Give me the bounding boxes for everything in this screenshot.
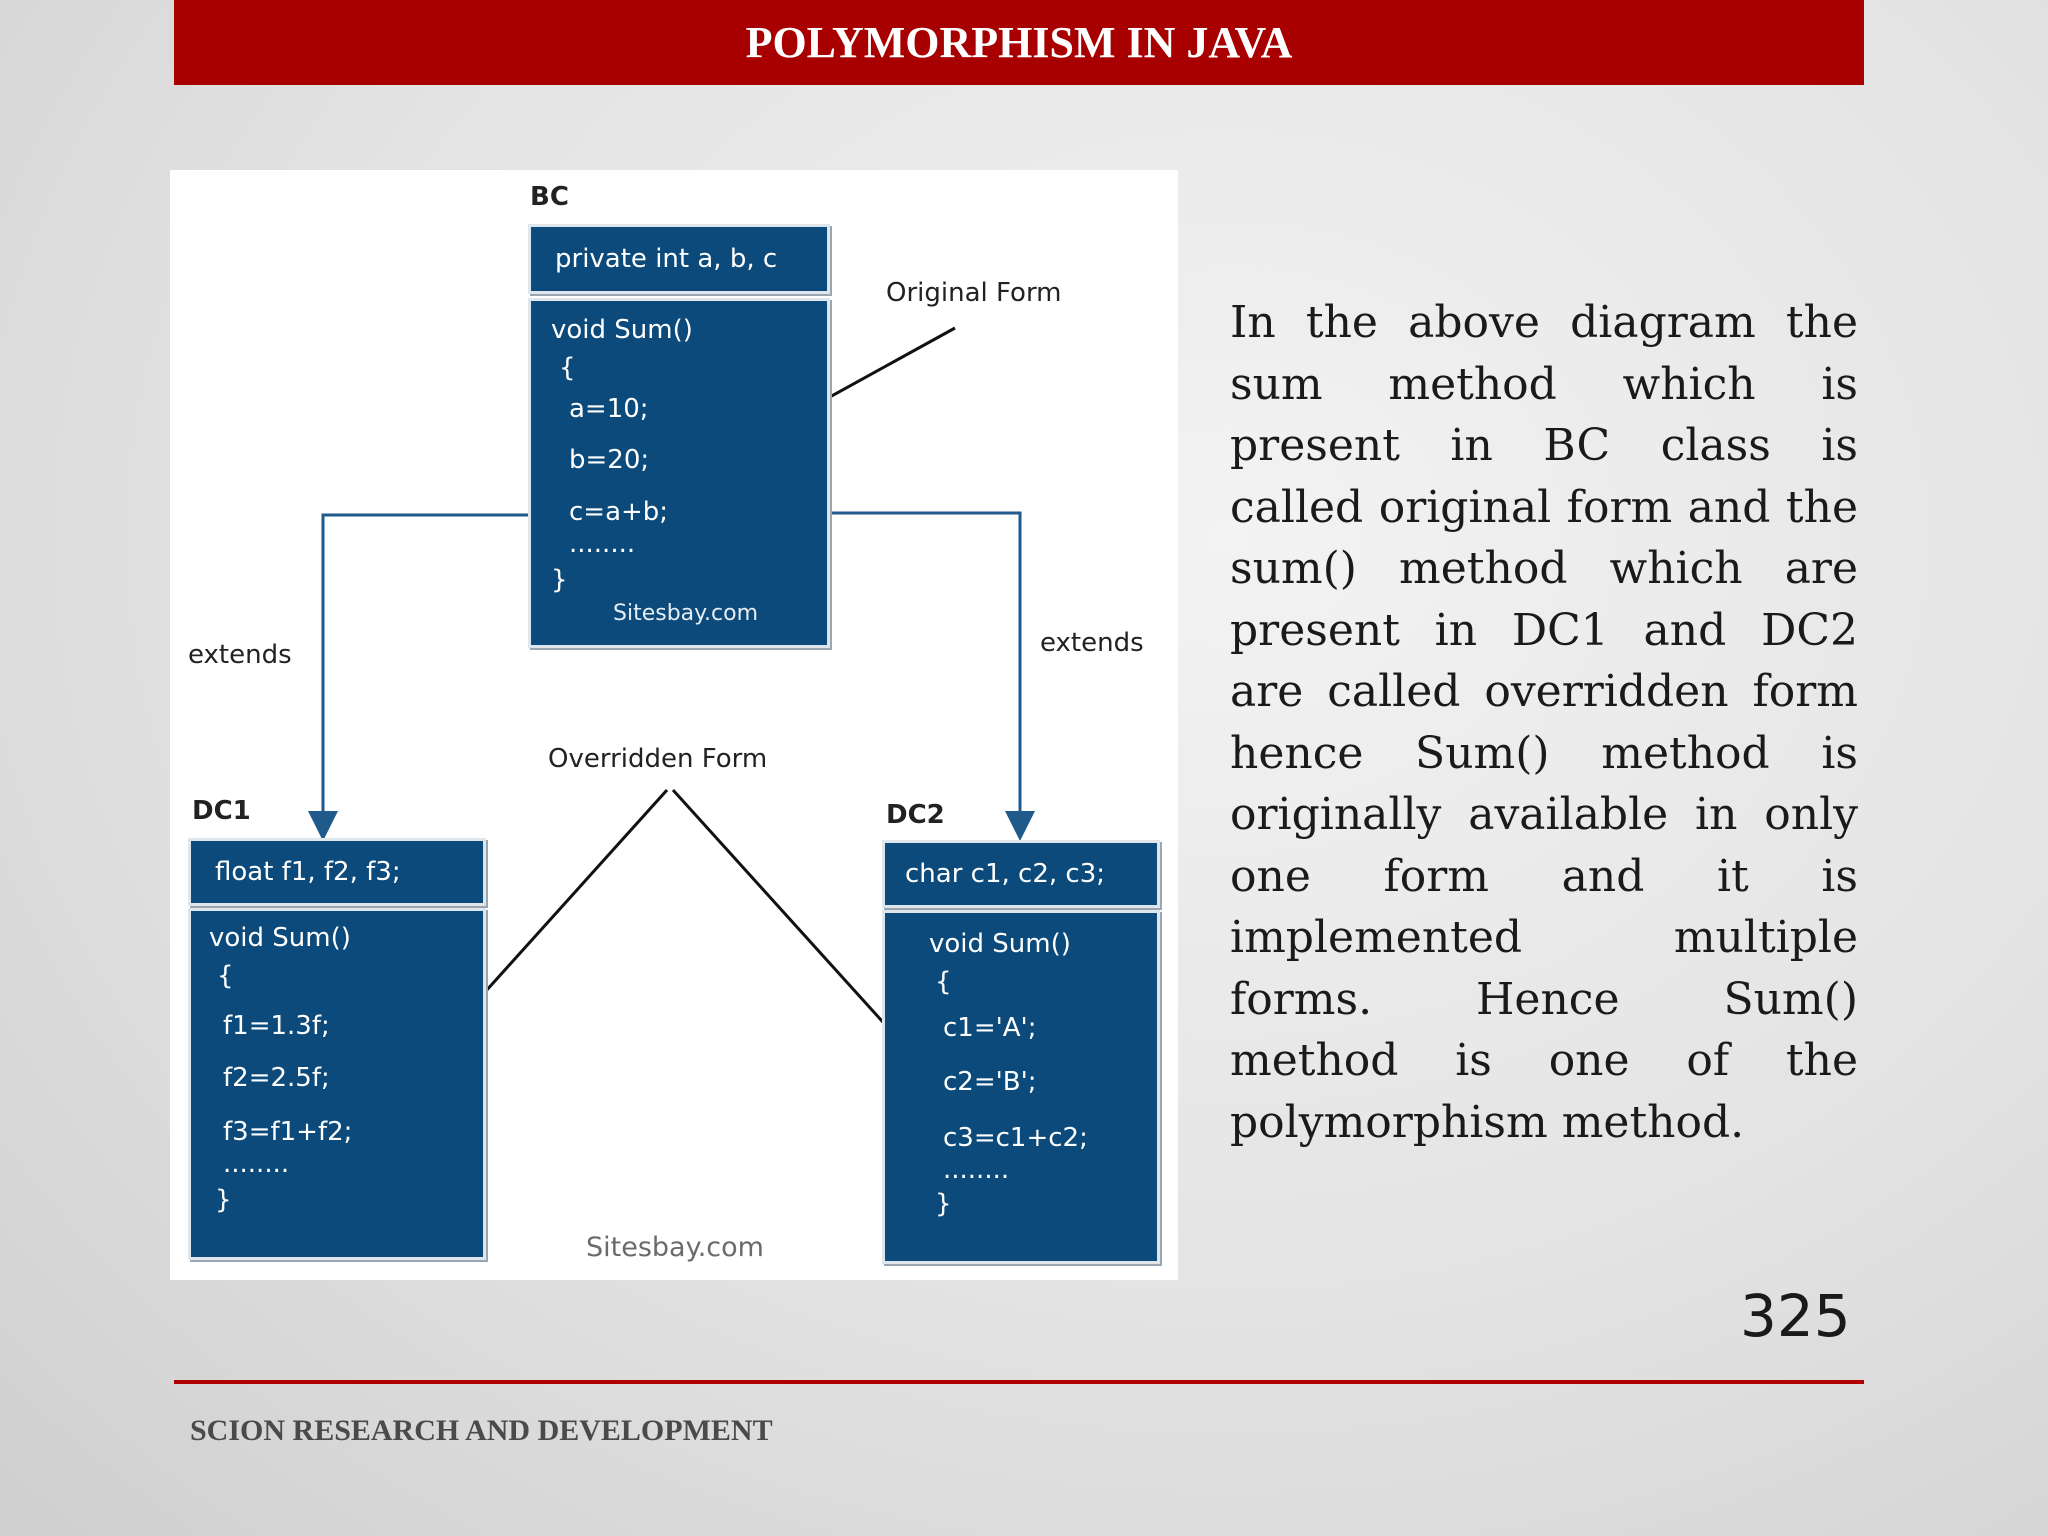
title-bar — [174, 0, 1864, 85]
extends-left-label: extends — [188, 640, 292, 670]
code-line: a=10; — [569, 394, 649, 424]
code-line: { — [559, 353, 576, 383]
code-line: b=20; — [569, 445, 650, 475]
extends-connector-left — [323, 515, 530, 835]
footer-divider — [174, 1380, 1864, 1384]
slide-title: POLYMORPHISM IN JAVA — [745, 18, 1293, 67]
code-line: f1=1.3f; — [223, 1011, 330, 1041]
code-line: } — [551, 565, 568, 595]
code-line: ........ — [569, 529, 636, 559]
footer-text: SCION RESEARCH AND DEVELOPMENT — [190, 1414, 773, 1447]
dc1-label: DC1 — [192, 796, 251, 826]
code-line: void Sum() — [929, 929, 1071, 959]
code-line: f3=f1+f2; — [223, 1117, 353, 1147]
extends-right-label: extends — [1040, 628, 1144, 658]
dc1-fields: float f1, f2, f3; — [215, 857, 401, 887]
code-line: void Sum() — [209, 923, 351, 953]
bc-fields: private int a, b, c — [555, 244, 778, 274]
overridden-form-label: Overridden Form — [548, 744, 768, 774]
dc1-fields-box — [188, 838, 486, 906]
bc-watermark: Sitesbay.com — [613, 601, 759, 626]
extends-connector-right — [828, 513, 1020, 835]
diagram-watermark: Sitesbay.com — [586, 1232, 764, 1263]
dc2-fields-box — [882, 840, 1160, 908]
code-line: ........ — [223, 1149, 290, 1179]
original-form-label: Original Form — [886, 278, 1062, 308]
class-diagram — [170, 170, 1178, 1280]
code-line: void Sum() — [551, 315, 693, 345]
dc2-method-box — [882, 910, 1160, 1264]
code-line: { — [217, 961, 234, 991]
code-line: c1='A'; — [943, 1013, 1037, 1043]
code-line: ........ — [943, 1155, 1010, 1185]
overridden-form-arrow-right — [673, 790, 910, 1052]
page-number: 325 — [1740, 1282, 1851, 1350]
dc2-label: DC2 — [886, 800, 945, 830]
code-line: { — [935, 967, 952, 997]
body-paragraph: In the above diagram the sum method which is present in BC class is called original form and the sum() method which are present in DC1 and DC2 are called overridden form hence Sum() method is originally available in only one form and it is implemented multiple forms. Hence Sum() method is one of the polymorphism method. — [1230, 297, 1858, 1148]
bc-fields-box — [528, 224, 830, 294]
bc-label: BC — [530, 182, 569, 212]
code-line: c2='B'; — [943, 1067, 1037, 1097]
code-line: } — [935, 1189, 952, 1219]
code-line: c3=c1+c2; — [943, 1123, 1088, 1153]
dc1-method-box — [188, 908, 486, 1260]
bc-method-box — [528, 298, 830, 648]
dc2-fields: char c1, c2, c3; — [905, 859, 1105, 889]
code-line: f2=2.5f; — [223, 1063, 330, 1093]
code-line: } — [215, 1185, 232, 1215]
code-line: c=a+b; — [569, 497, 669, 527]
